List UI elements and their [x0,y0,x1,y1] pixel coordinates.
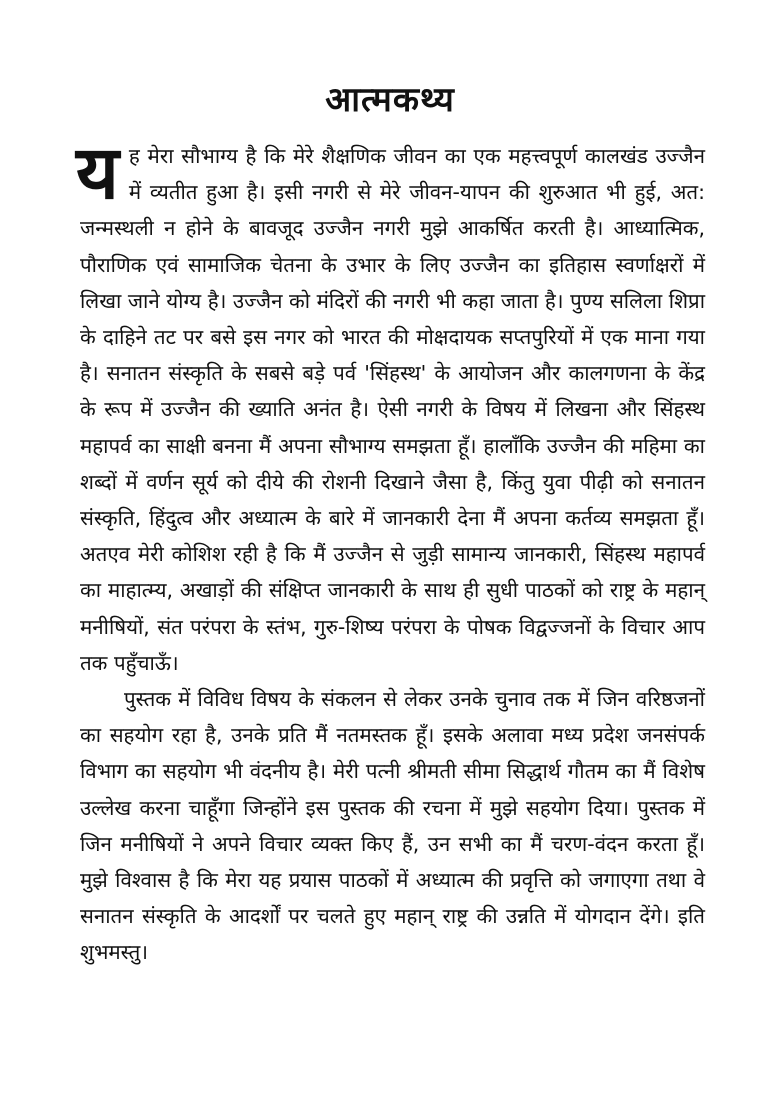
paragraph-two-text: पुस्तक में विविध विषय के संकलन से लेकर उनके चुनाव तक में जिन वरिष्ठजनों का सहयोग रहा है, उनके प्रति मैं नतमस्तक हूँ। इसके अलावा मध्य प्रदेश जनसंपर्क विभाग का सहयोग भी वंदनीय है। मेरी पत्नी श्रीमती सीमा सिद्धार्थ गौतम का मैं विशेष उल्लेख करना चाहूँगा जिन्होंने इस पुस्तक की रचना में मुझे सहयोग दिया। पुस्तक में जिन मनीषियों ने अपने विचार व्यक्त किए हैं, उन सभी का मैं चरण-वंदन करता हूँ। मुझे विश्वास है कि मेरा यह प्रयास पाठकों में अध्यात्म की प्रवृत्ति को जगाएगा तथा वे सनातन संस्कृति के आदर्शों पर चलते हुए महान् राष्ट्र की उन्नति में योगदान देंगे। इति शुभमस्तु। [80,687,705,965]
document-body [76,130,705,971]
paragraph-one [76,130,705,681]
paragraph-two [80,681,705,971]
drop-cap: य [76,130,119,216]
paragraph-one-text: ह मेरा सौभाग्य है कि मेरे शैक्षणिक जीवन का एक महत्त्वपूर्ण कालखंड उज्जैन में व्यतीत हुआ है। इसी नगरी से मेरे जीवन-यापन की शुरुआत भी हुई, अत: जन्मस्थली न होने के बावजूद उज्जैन नगरी मुझे आकर्षित करती है। आध्यात्मिक, पौराणिक एवं सामाजिक चेतना के उभार के लिए उज्जैन का इतिहास स्वर्णाक्षरों में लिखा जाने योग्य है। उज्जैन को मंदिरों की नगरी भी कहा जाता है। पुण्य सलिला शिप्रा के दाहिने तट पर बसे इस नगर को भारत की मोक्षदायक सप्तपुरियों में एक माना गया है। सनातन संस्कृति के सबसे बड़े पर्व 'सिंहस्थ' के आयोजन और कालगणना के केंद्र के रूप में उज्जैन की ख्याति अनंत है। ऐसी नगरी के विषय में लिखना और सिंहस्थ महापर्व का साक्षी बनना मैं अपना सौभाग्य समझता हूँ। हालाँकि उज्जैन की महिमा का शब्दों में वर्णन सूर्य को दीये की रोशनी दिखाने जैसा है, किंतु युवा पीढ़ी को सनातन संस्कृति, हिंदुत्व और अध्यात्म के बारे में जानकारी देना मैं अपना कर्तव्य समझता हूँ। अतएव मेरी कोशिश रही है कि मैं उज्जैन से जुड़ी सामान्य जानकारी, सिंहस्थ महापर्व का माहात्म्य, अखाड़ों की संक्षिप्त जानकारी के साथ ही सुधी पाठकों को राष्ट्र के महान् मनीषियों, संत परंपरा के स्तंभ, गुरु-शिष्य परंपरा के पोषक विद्वज्जनों के विचार आप तक पहुँचाऊँ। [80,144,705,675]
page-title: आत्मकथ्य [325,79,455,120]
